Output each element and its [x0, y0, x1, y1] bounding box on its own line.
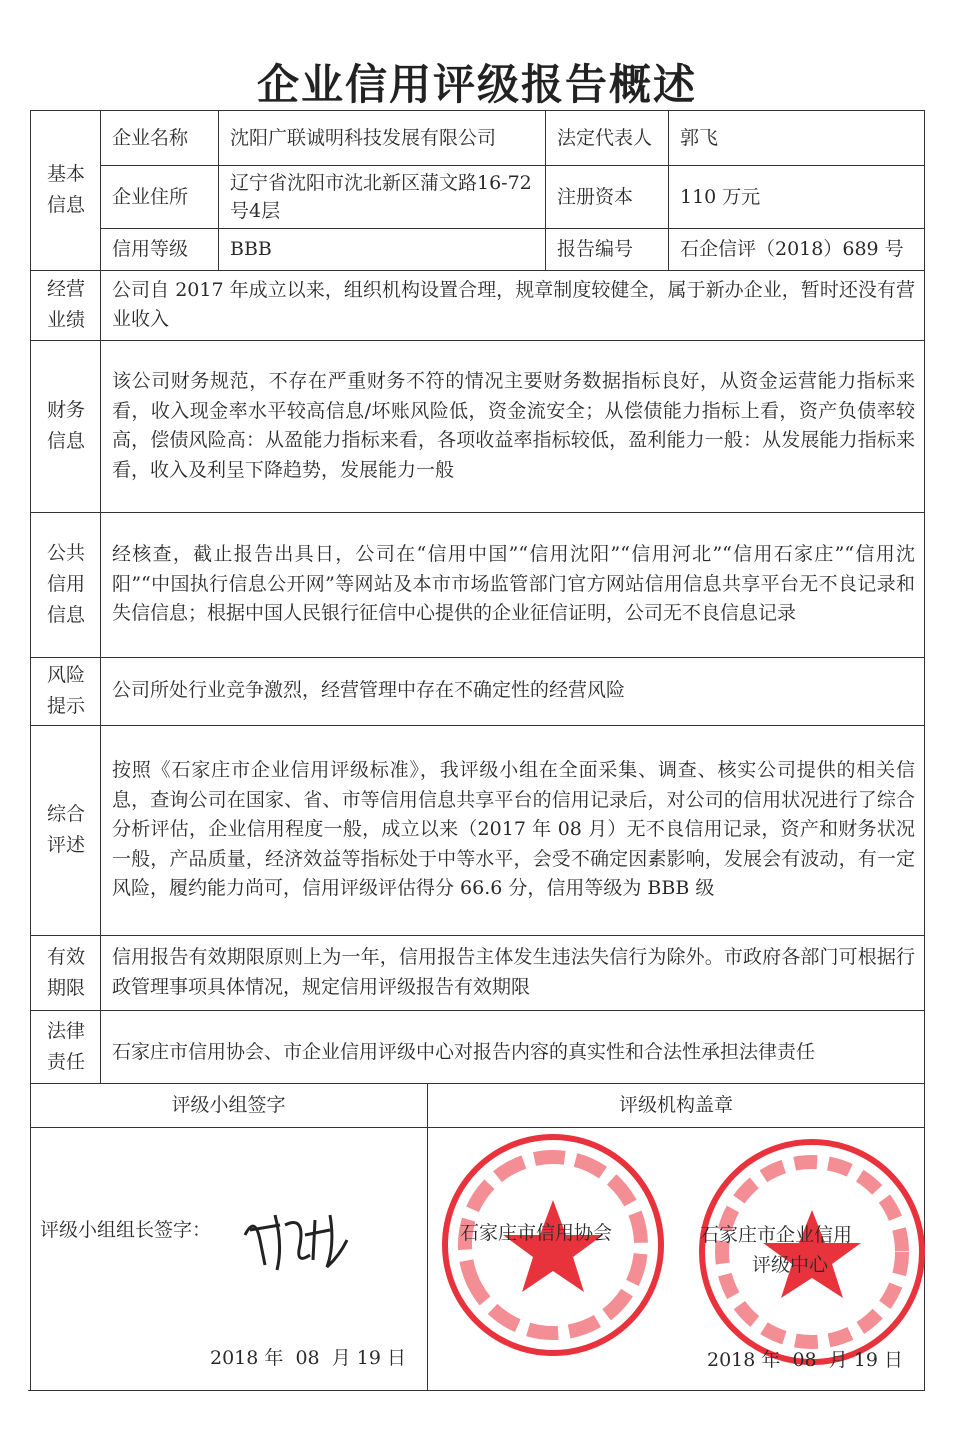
address: 辽宁省沈阳市沈北新区蒲文路16-72号4层 — [230, 171, 532, 222]
org2-name-line1: 石家庄市企业信用 — [700, 1224, 853, 1246]
report-no: 石企信评（2018）689 号 — [680, 238, 904, 260]
team-signature-header: 评级小组签字 — [171, 1093, 286, 1116]
divider — [427, 1083, 428, 1390]
section-text-finance: 该公司财务规范，不存在严重财务不符的情况主要财务数据指标良好，从资金运营能力指标来看，收入现金率水平较高信息/坏账风险低，资金流安全；从偿债能力指标上看，资产负债率较高，偿债风险高：从盈能力指标来看，各项收益率指标较低，盈利能力一般：从发展能力指标来看，收入及利呈下降趋势，发展能力一般 — [112, 370, 915, 481]
section-label-risk: 风险提示 — [46, 664, 85, 717]
section-text-risk: 公司所处行业竞争激烈，经营管理中存在不确定性的经营风险 — [112, 679, 626, 702]
section-label-operations: 经营业绩 — [46, 278, 85, 331]
section-label-finance: 财务信息 — [46, 399, 85, 452]
company-name: 沈阳广联诚明科技发展有限公司 — [230, 126, 497, 149]
capital: 110 万元 — [680, 185, 761, 208]
section-label-legal: 法律责任 — [46, 1019, 85, 1073]
page-title: 企业信用评级报告概述 — [256, 60, 697, 109]
section-text-validity: 信用报告有效期限原则上为一年，信用报告主体发生违法失信行为除外。市政府各部门可根据行政管理事项具体情况，规定信用评级报告有效期限 — [112, 946, 915, 998]
association-seal — [438, 1130, 668, 1360]
section-text-operations: 公司自 2017 年成立以来，组织机构设置合理，规章制度较健全，属于新办企业，暂时还没有营业收入 — [112, 278, 915, 330]
company-name-label: 企业名称 — [112, 126, 189, 149]
section-text-summary: 按照《石家庄市企业信用评级标准》，我评级小组在全面采集、调查、核实公司提供的相关信息，查询公司在国家、省、市等信用信息共享平台的信用记录后，对公司的信用状况进行了综合分析评估，企业信用程度一般，成立以来（2017 年 08 月）无不良信用记录，资产和财务状况一般，产品质量，经济效益等指标处于中等水平，会受不确定因素影响，发展会有波动，有一定风险，履约能力尚可，信用评级评估得分 66.6 分，信用等级为 BBB 级 — [112, 759, 915, 900]
section-label-validity: 有效期限 — [46, 945, 85, 999]
handwritten-signature — [235, 1195, 355, 1275]
leader-signature-label: 评级小组组长签字： — [40, 1219, 212, 1241]
section-text-legal: 石家庄市信用协会、市企业信用评级中心对报告内容的真实性和合法性承担法律责任 — [112, 1040, 816, 1063]
section-text-public-credit: 经核查，截止报告出具日，公司在“信用中国”“信用沈阳”“信用河北”“信用石家庄”“信用沈阳”“中国执行信息公开网”等网站及本市市场监管部门官方网站信用信息共享平台无不良记录和失信信息；根据中国人民银行征信中心提供的企业征信证明，公司无不良信息记录 — [112, 543, 915, 625]
right-date: 2018 年 08 月 19 日 — [707, 1349, 903, 1371]
legal-rep: 郭飞 — [680, 126, 719, 149]
table-border — [30, 110, 31, 1390]
section-label-public-credit: 公共信用信息 — [46, 542, 85, 626]
org2-name-line2: 评级中心 — [752, 1254, 829, 1276]
section-label-summary: 综合评述 — [46, 803, 85, 856]
capital-label: 注册资本 — [557, 185, 634, 208]
divider — [30, 1127, 925, 1128]
legal-rep-label: 法定代表人 — [557, 126, 653, 149]
section-label-basic: 基本信息 — [46, 163, 85, 216]
credit-level-label: 信用等级 — [112, 238, 189, 260]
org-seal-header: 评级机构盖章 — [618, 1093, 733, 1116]
org1-name: 石家庄市信用协会 — [460, 1222, 613, 1244]
credit-level: BBB — [230, 238, 272, 260]
report-no-label: 报告编号 — [557, 238, 634, 260]
left-date: 2018 年 08 月 19 日 — [210, 1347, 406, 1369]
table-border — [28, 1390, 925, 1391]
address-label: 企业住所 — [112, 185, 189, 208]
